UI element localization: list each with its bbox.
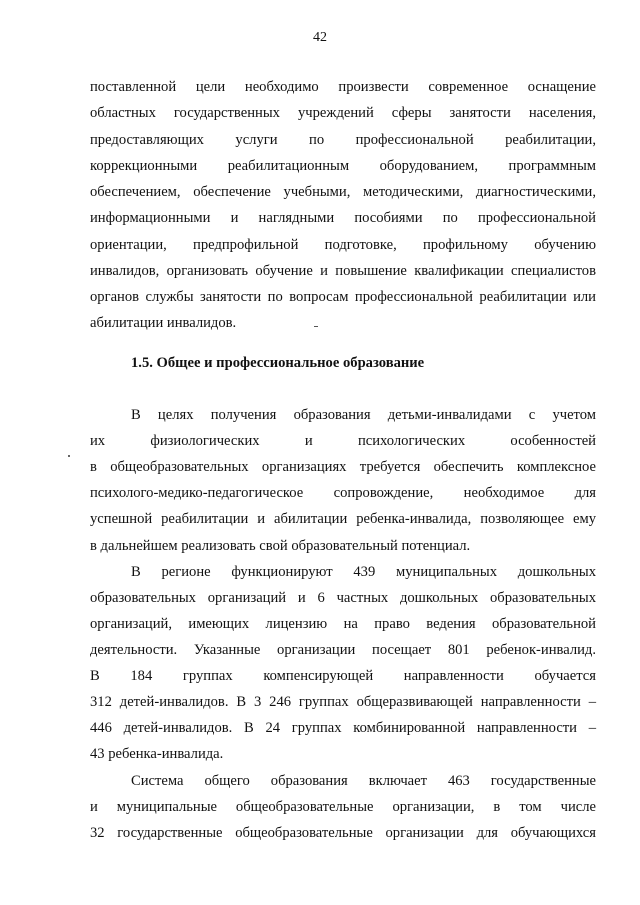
paragraph-2-line-3: в общеобразовательных организациях требуется обеспечить комплексное — [90, 459, 596, 475]
paragraph-3-line-5: В 184 группах компенсирующей направленности обучается — [90, 668, 596, 684]
paragraph-1-line-10: абилитации инвалидов. — [90, 315, 237, 331]
paragraph-4-line-3: 32 государственные общеобразовательные организации для обучающихся — [90, 825, 596, 841]
paragraph-1-line-5: обеспечением, обеспечение учебными, методическими, диагностическими, — [90, 184, 596, 200]
paragraph-3-line-8: 43 ребенка-инвалида. — [90, 746, 224, 762]
paragraph-3-line-2: образовательных организаций и 6 частных дошкольных образовательных — [90, 590, 596, 606]
paragraph-1-line-2: областных государственных учреждений сферы занятости населения, — [90, 105, 596, 121]
section-heading: 1.5. Общее и профессиональное образование — [131, 355, 425, 371]
paragraph-2-line-6: в дальнейшем реализовать свой образовательный потенциал. — [90, 538, 471, 554]
margin-mark — [68, 455, 70, 457]
paragraph-1-line-9: органов службы занятости по вопросам профессиональной реабилитации или — [90, 289, 596, 305]
paragraph-2-line-4: психолого-медико-педагогическое сопровождение, необходимое для — [90, 485, 596, 501]
paragraph-1-line-3: предоставляющих услуги по профессиональной реабилитации, — [90, 132, 596, 148]
paragraph-1-line-7: ориентации, предпрофильной подготовке, профильному обучению — [90, 237, 596, 253]
paragraph-1-line-4: коррекционными реабилитационным оборудованием, программным — [90, 158, 596, 174]
paragraph-3-line-6: 312 детей-инвалидов. В 3 246 группах общеразвивающей направленности – — [90, 694, 596, 710]
paragraph-1-line-8: инвалидов, организовать обучение и повышение квалификации специалистов — [90, 263, 596, 279]
paragraph-3-line-1: В регионе функционируют 439 муниципальных дошкольных — [131, 564, 596, 580]
page-number: 42 — [313, 30, 327, 45]
paragraph-4-line-2: и муниципальные общеобразовательные организации, в том числе — [90, 799, 596, 815]
scan-speck — [314, 326, 318, 327]
paragraph-2-line-1: В целях получения образования детьми-инвалидами с учетом — [131, 407, 596, 423]
paragraph-1-line-1: поставленной цели необходимо произвести современное оснащение — [90, 79, 596, 95]
paragraph-4-line-1: Система общего образования включает 463 государственные — [131, 773, 596, 789]
paragraph-3-line-4: деятельности. Указанные организации посещает 801 ребенок-инвалид. — [90, 642, 596, 658]
paragraph-3-line-3: организаций, имеющих лицензию на право ведения образовательной — [90, 616, 596, 632]
paragraph-3-line-7: 446 детей-инвалидов. В 24 группах комбинированной направленности – — [90, 720, 596, 736]
paragraph-1-line-6: информационными и наглядными пособиями по профессиональной — [90, 210, 596, 226]
paragraph-2-line-5: успешной реабилитации и абилитации ребенка-инвалида, позволяющее ему — [90, 511, 596, 527]
paragraph-2-line-2: их физиологических и психологических особенностей — [90, 433, 596, 449]
